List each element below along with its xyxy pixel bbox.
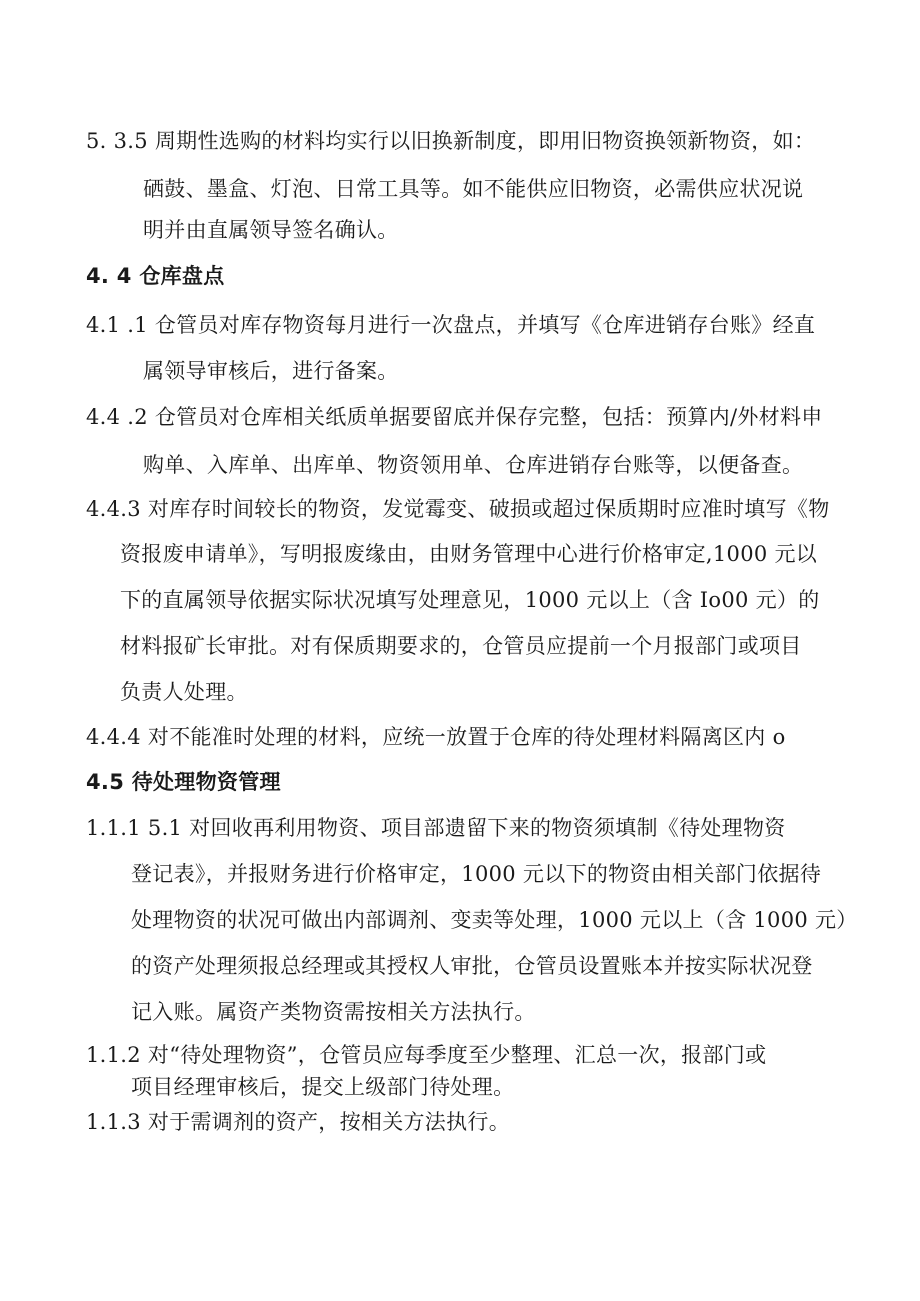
paragraph-1-1-1-line-1: 1.1.1 5.1 对回收再利用物资、项目部遗留下来的物资须填制《待处理物资 — [86, 816, 786, 840]
paragraph-4-4-3-line-2: 资报废申请单》，写明报废缘由，由财务管理中心进行价格审定,1000 元以 — [120, 542, 818, 566]
section-heading-4-4: 4. 4 仓库盘点 — [86, 264, 225, 288]
paragraph-5-3-5-line-2: 硒鼓、墨盒、灯泡、日常工具等。如不能供应旧物资，必需供应状况说 — [143, 177, 804, 201]
paragraph-4-4-1-line-2: 属领导审核后，进行备案。 — [143, 359, 399, 383]
paragraph-4-4-2-line-2: 购单、入库单、出库单、物资领用单、仓库进销存台账等，以便备查。 — [143, 453, 804, 477]
paragraph-4-4-3-line-3: 下的直属领导依据实际状况填写处理意见，1000 元以上（含 Io00 元）的 — [120, 588, 820, 612]
paragraph-1-1-2-line-2: 项目经理审核后，提交上级部门待处理。 — [131, 1075, 515, 1099]
paragraph-4-4-2-line-1: 4.4 .2 仓管员对仓库相关纸质单据要留底并保存完整，包括：预算内/外材料申 — [86, 405, 823, 429]
paragraph-1-1-1-line-2: 登记表》，并报财务进行价格审定，1000 元以下的物资由相关部门依据待 — [131, 862, 822, 886]
paragraph-5-3-5-line-3: 明并由直属领导签名确认。 — [143, 218, 399, 242]
paragraph-4-4-1-line-1: 4.1 .1 仓管员对库存物资每月进行一次盘点，并填写《仓库进销存台账》经直 — [86, 313, 816, 337]
paragraph-4-4-3-line-5: 负责人处理。 — [120, 680, 248, 704]
paragraph-1-1-1-line-3: 处理物资的状况可做出内部调剂、变卖等处理，1000 元以上（含 1000 元） — [131, 908, 858, 932]
paragraph-5-3-5-line-1: 5. 3.5 周期性选购的材料均实行以旧换新制度，即用旧物资换领新物资，如： — [86, 129, 816, 153]
paragraph-4-4-4-line-1: 4.4.4 对不能准时处理的材料，应统一放置于仓库的待处理材料隔离区内 o — [86, 725, 786, 749]
section-heading-4-5: 4.5 待处理物资管理 — [86, 770, 281, 794]
paragraph-1-1-2-line-1: 1.1.2 对“待处理物资”，仓管员应每季度至少整理、汇总一次，报部门或 — [86, 1043, 767, 1067]
paragraph-4-4-3-line-4: 材料报矿长审批。对有保质期要求的，仓管员应提前一个月报部门或项目 — [120, 634, 802, 658]
paragraph-4-4-3-line-1: 4.4.3 对库存时间较长的物资，发觉霉变、破损或超过保质期时应准时填写《物 — [86, 497, 830, 521]
paragraph-1-1-1-line-5: 记入账。属资产类物资需按相关方法执行。 — [131, 1000, 536, 1024]
paragraph-1-1-3-line-1: 1.1.3 对于需调剂的资产，按相关方法执行。 — [86, 1110, 511, 1134]
paragraph-1-1-1-line-4: 的资产处理须报总经理或其授权人审批，仓管员设置账本并按实际状况登 — [131, 954, 813, 978]
